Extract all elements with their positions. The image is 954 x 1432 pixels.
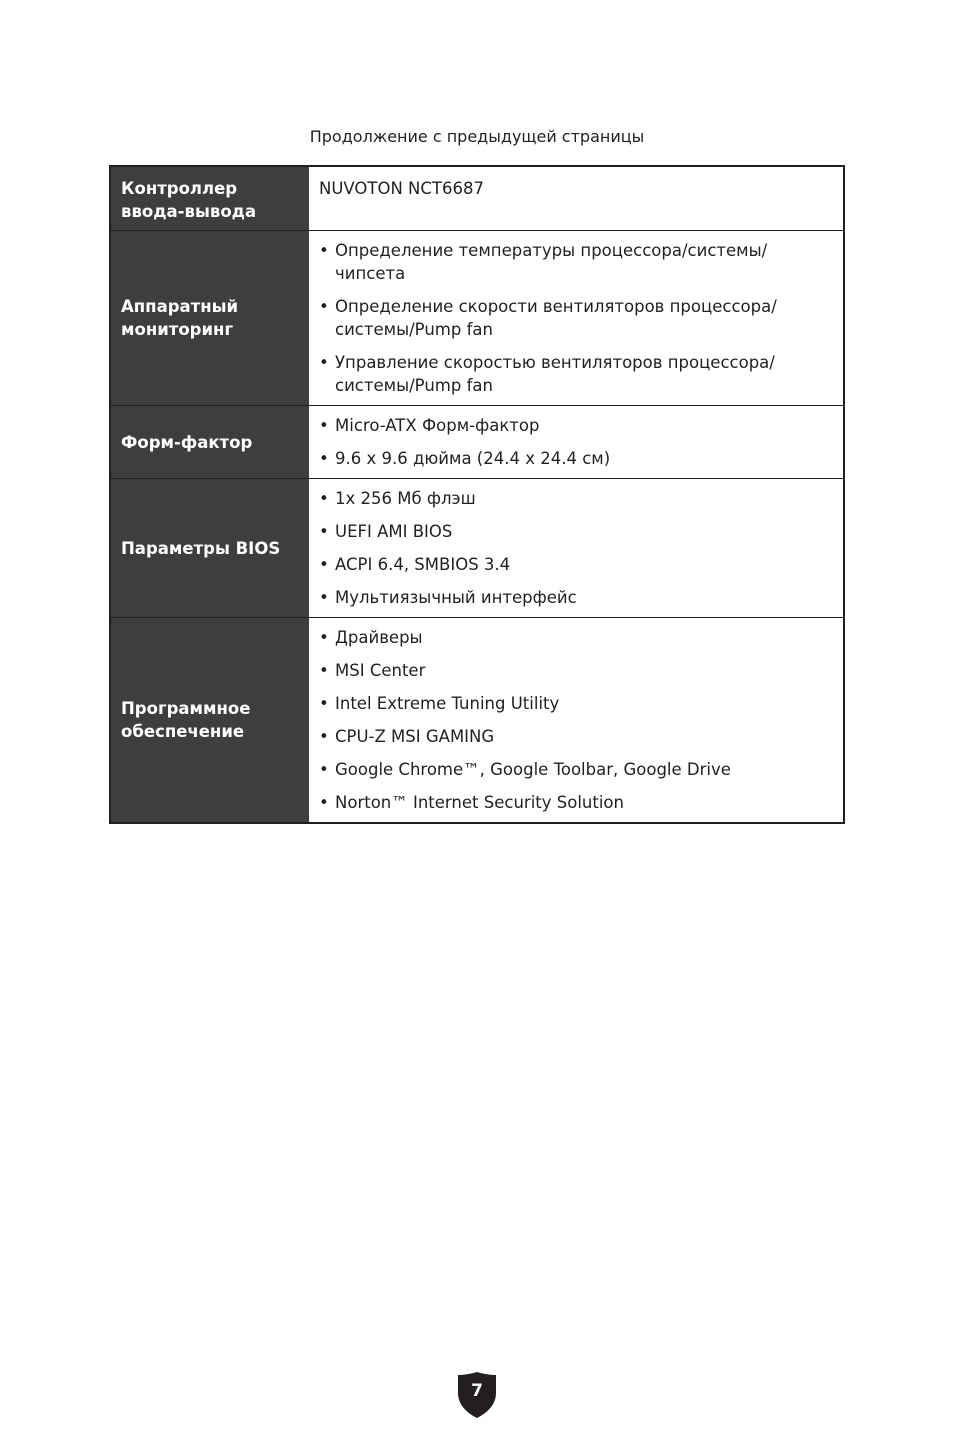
row-value-form-factor (309, 406, 844, 479)
table-row (110, 406, 844, 479)
row-label-hardware-monitor: Аппаратный мониторинг (110, 231, 309, 406)
row-value-software (309, 618, 844, 824)
list-item: • 1x 256 Мб флэш (319, 487, 833, 510)
page-number-badge (457, 1371, 497, 1419)
list-item: • Norton™ Internet Security Solution (319, 791, 833, 814)
bullet-list (319, 414, 833, 470)
page-number: 7 (471, 1381, 483, 1401)
row-label-io-controller: Контроллер ввода-вывода (110, 166, 309, 231)
row-value-io-controller: NUVOTON NCT6687 (309, 166, 844, 231)
list-item: • UEFI AMI BIOS (319, 520, 833, 543)
specifications-table (109, 165, 845, 824)
list-item: • CPU-Z MSI GAMING (319, 725, 833, 748)
list-item: • Intel Extreme Tuning Utility (319, 692, 833, 715)
list-item: • Определение температуры процессора/системы/чипсета (319, 239, 833, 285)
list-item: • Управление скоростью вентиляторов процессора/системы/Pump fan (319, 351, 833, 397)
list-item: • ACPI 6.4, SMBIOS 3.4 (319, 553, 833, 576)
list-item: • 9.6 x 9.6 дюйма (24.4 x 24.4 см) (319, 447, 833, 470)
table-row (110, 618, 844, 824)
list-item: • Google Chrome™, Google Toolbar, Google Drive (319, 758, 833, 781)
list-item: • MSI Center (319, 659, 833, 682)
continued-from-previous-page: Продолжение с предыдущей страницы (309, 127, 645, 146)
list-item: • Определение скорости вентиляторов процессора/системы/Pump fan (319, 295, 833, 341)
bullet-list (319, 626, 833, 814)
row-label-form-factor: Форм-фактор (110, 406, 309, 479)
list-item: • Micro-ATX Форм-фактор (319, 414, 833, 437)
row-value-hardware-monitor (309, 231, 844, 406)
row-label-bios: Параметры BIOS (110, 479, 309, 618)
table-row (110, 479, 844, 618)
row-value-bios (309, 479, 844, 618)
list-item: • Мультиязычный интерфейс (319, 586, 833, 609)
bullet-list (319, 487, 833, 609)
bullet-list (319, 239, 833, 397)
row-label-software: Программное обеспечение (110, 618, 309, 824)
table-row (110, 166, 844, 231)
list-item: • Драйверы (319, 626, 833, 649)
table-row (110, 231, 844, 406)
